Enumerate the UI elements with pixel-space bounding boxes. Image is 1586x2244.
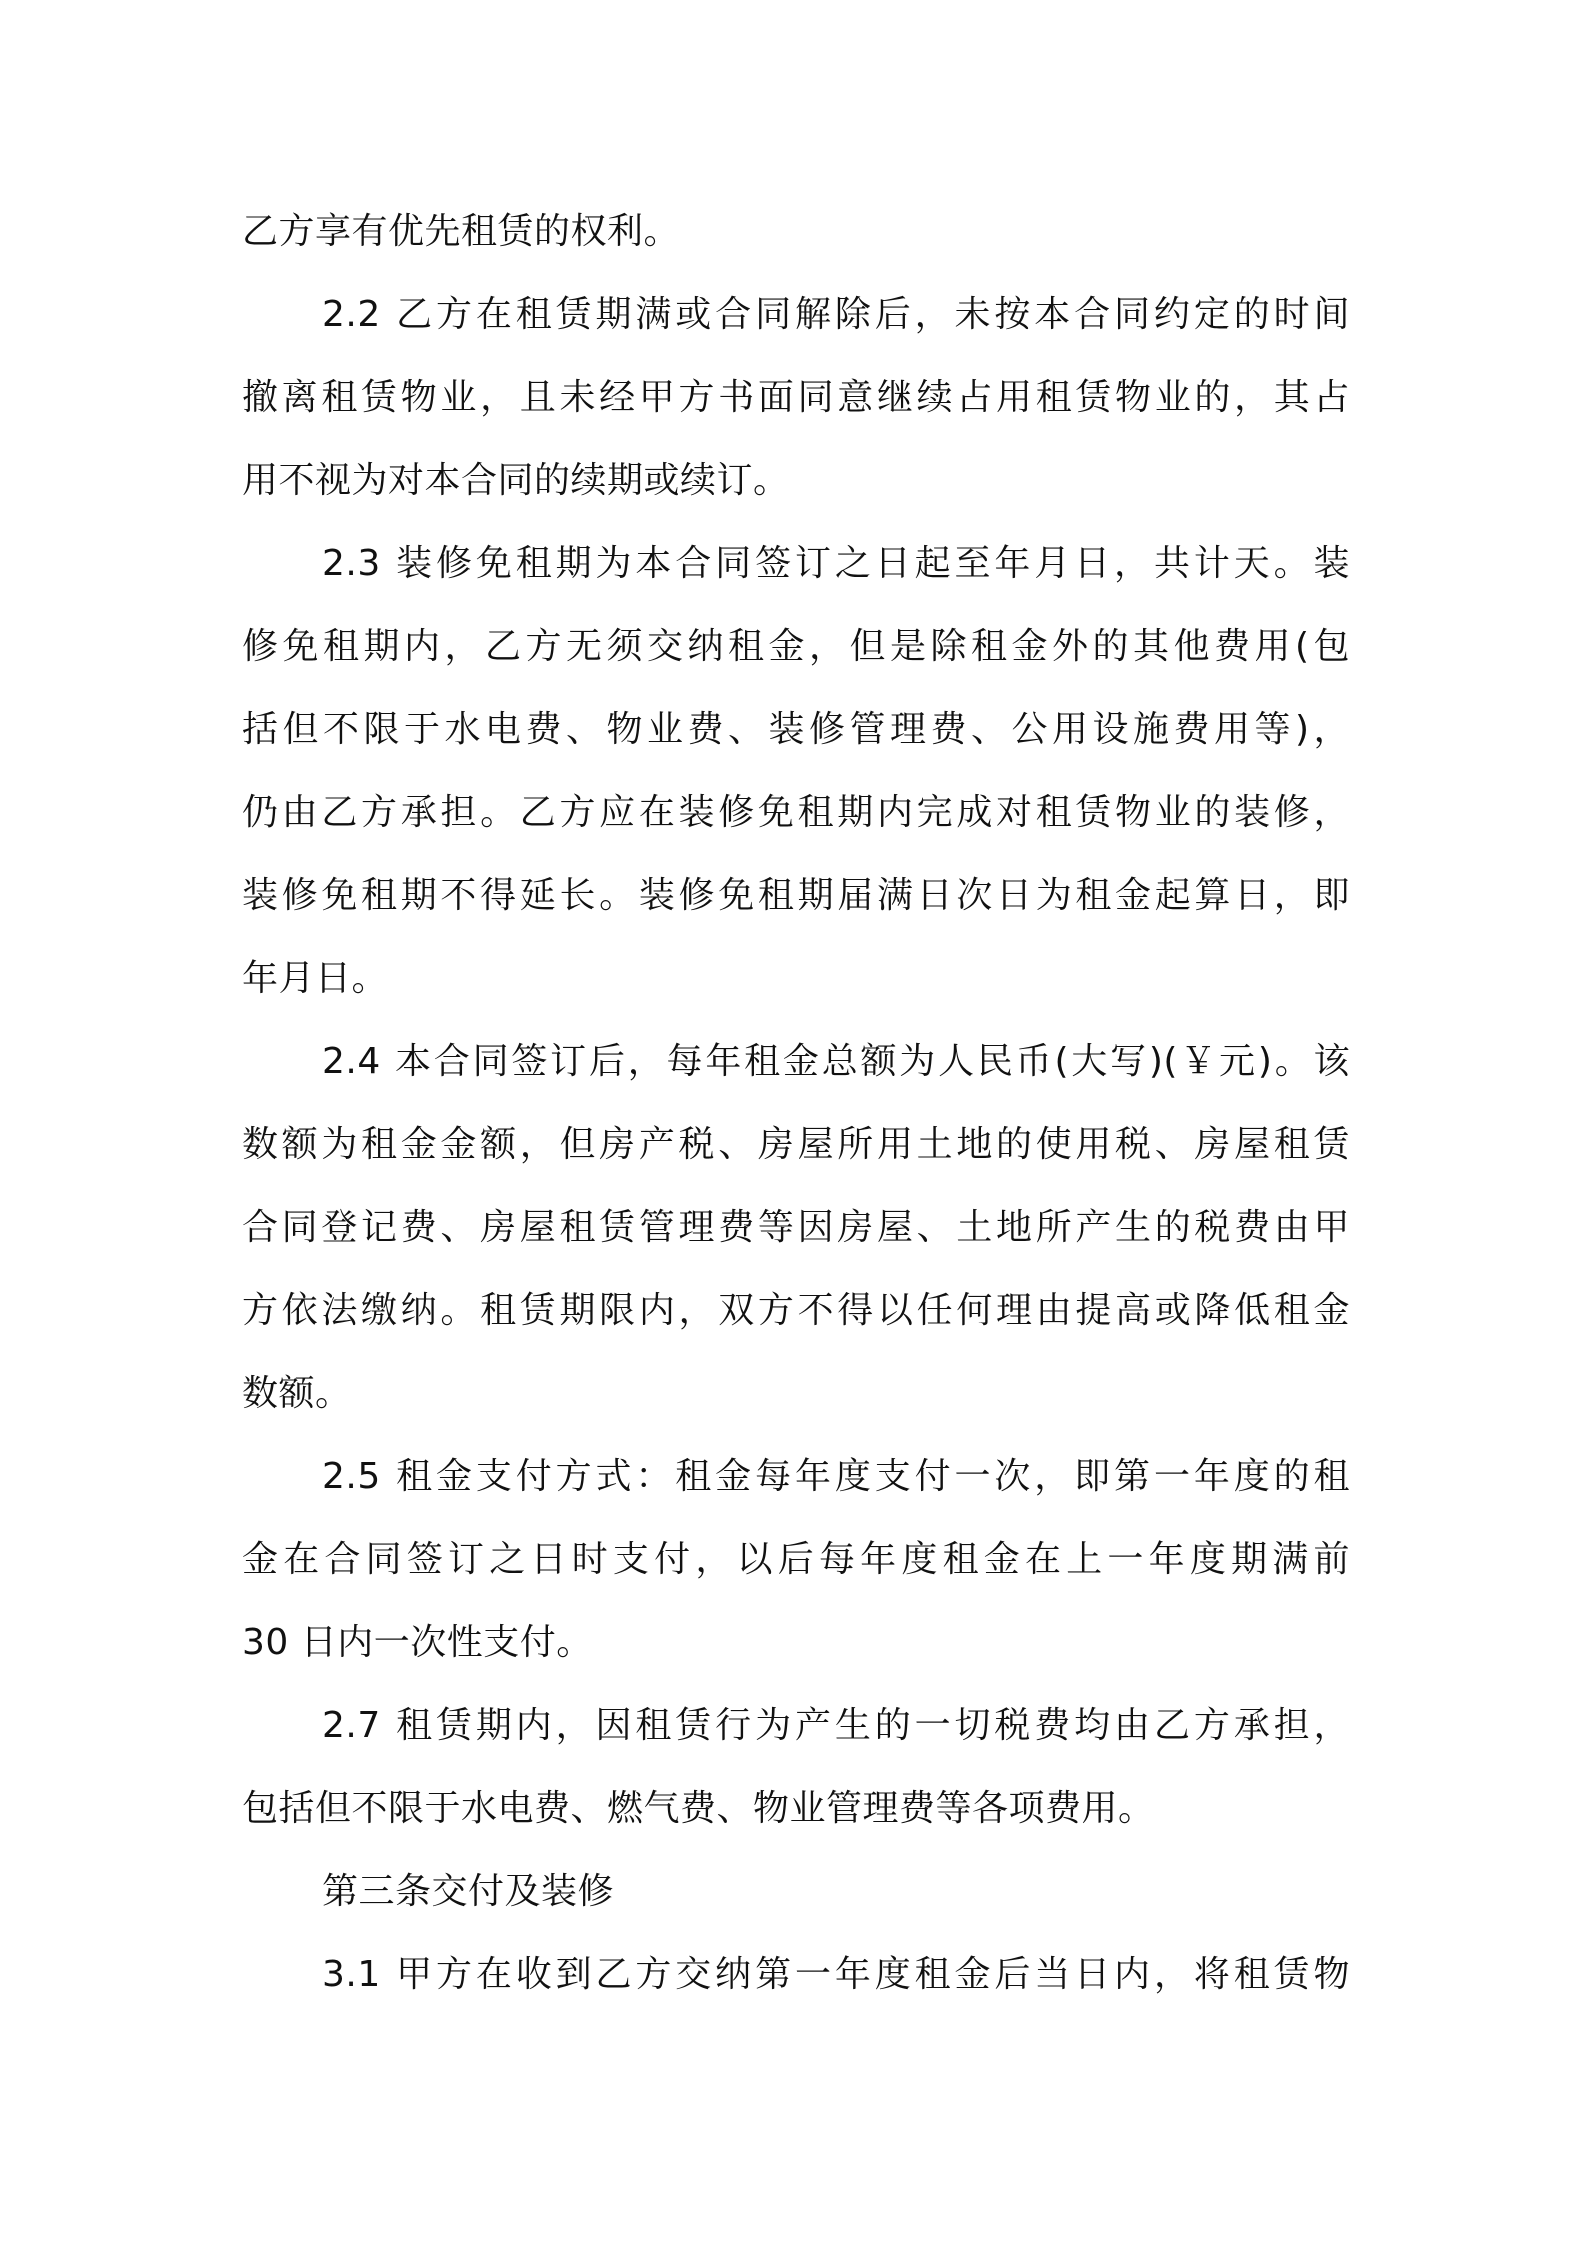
text-line: 数额。 — [242, 1373, 352, 1414]
text-line: 2.2 乙方在租赁期满或合同解除后，未按本合同约定的时间 — [322, 294, 1350, 335]
text-line: 合同登记费、房屋租赁管理费等因房屋、土地所产生的税费由甲 — [242, 1207, 1350, 1248]
text-line: 包括但不限于水电费、燃气费、物业管理费等各项费用。 — [242, 1788, 1155, 1829]
text-line: 金在合同签订之日时支付，以后每年度租金在上一年度期满前 — [242, 1539, 1350, 1580]
text-line: 2.4 本合同签订后，每年租金总额为人民币(大写)(￥元)。该 — [322, 1041, 1350, 1082]
text-line: 括但不限于水电费、物业费、装修管理费、公用设施费用等)， — [242, 709, 1350, 750]
text-line: 3.1 甲方在收到乙方交纳第一年度租金后当日内，将租赁物 — [322, 1954, 1350, 1995]
text-line: 年月日。 — [242, 958, 389, 999]
text-line: 装修免租期不得延长。装修免租期届满日次日为租金起算日，即 — [242, 875, 1350, 916]
text-line: 2.7 租赁期内，因租赁行为产生的一切税费均由乙方承担， — [322, 1705, 1350, 1746]
text-line: 用不视为对本合同的续期或续订。 — [242, 460, 790, 501]
document-body — [242, 190, 1350, 2016]
text-line: 仍由乙方承担。乙方应在装修免租期内完成对租赁物业的装修， — [242, 792, 1350, 833]
text-line: 乙方享有优先租赁的权利。 — [242, 211, 681, 252]
text-line: 撤离租赁物业，且未经甲方书面同意继续占用租赁物业的，其占 — [242, 377, 1350, 418]
text-line: 30 日内一次性支付。 — [242, 1622, 593, 1663]
text-line: 修免租期内，乙方无须交纳租金，但是除租金外的其他费用(包 — [242, 626, 1350, 667]
text-line: 数额为租金金额，但房产税、房屋所用土地的使用税、房屋租赁 — [242, 1124, 1350, 1165]
text-line: 2.5 租金支付方式：租金每年度支付一次，即第一年度的租 — [322, 1456, 1350, 1497]
text-line: 方依法缴纳。租赁期限内，双方不得以任何理由提高或降低租金 — [242, 1290, 1350, 1331]
text-line: 第三条交付及装修 — [322, 1871, 615, 1912]
document-page — [242, 190, 1350, 2016]
text-line: 2.3 装修免租期为本合同签订之日起至年月日，共计天。装 — [322, 543, 1350, 584]
